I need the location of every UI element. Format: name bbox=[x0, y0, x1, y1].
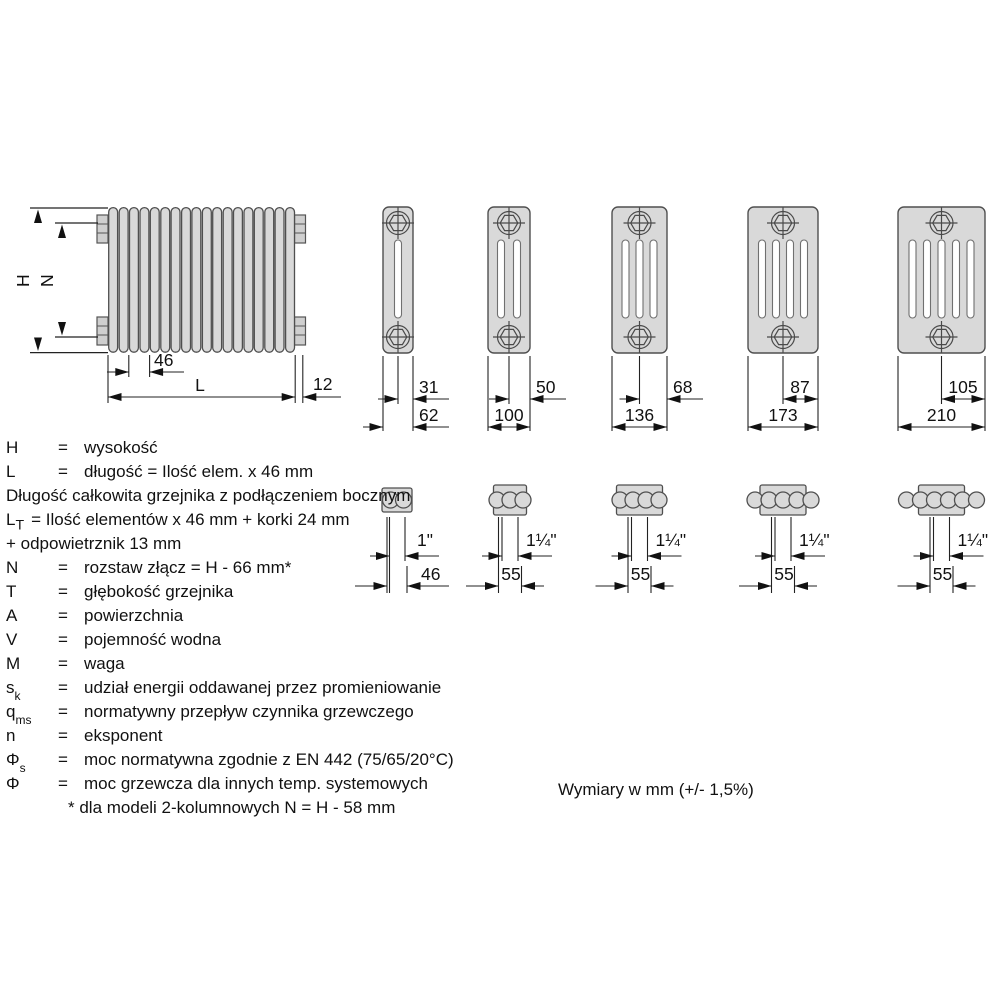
legend-symbol: M bbox=[6, 654, 21, 673]
legend-symbol: L bbox=[6, 462, 16, 481]
legend-row-A bbox=[6, 604, 476, 628]
legend-desc: moc normatywna zgodnie z EN 442 (75/65/20°C) bbox=[84, 750, 454, 769]
legend-symbol: Φ bbox=[6, 774, 20, 793]
legend-row-T bbox=[6, 580, 476, 604]
dim-label-87: 87 bbox=[790, 377, 810, 397]
legend-symbol: n bbox=[6, 726, 16, 745]
legend-note-total-length: Długość całkowita grzejnika z podłączeniem bocznym bbox=[6, 486, 411, 505]
dim-label-conn: 1¼" bbox=[526, 530, 557, 550]
legend-symbol: A bbox=[6, 606, 18, 625]
cross-section-5col bbox=[748, 207, 818, 431]
dimensions-tolerance-note: Wymiary w mm (+/- 1,5%) bbox=[558, 780, 754, 799]
legend-desc: = Ilość elementów x 46 mm + korki 24 mm bbox=[31, 510, 350, 529]
dim-label-pitch: 55 bbox=[501, 564, 521, 584]
dim-114in-55 bbox=[596, 517, 687, 593]
dim-label-46: 46 bbox=[154, 350, 174, 370]
dim-68-136 bbox=[612, 356, 703, 431]
legend-symbol: Φ bbox=[6, 750, 20, 769]
dim-label-L: L bbox=[195, 375, 205, 395]
legend-row-N bbox=[6, 556, 476, 580]
dim-label-136: 136 bbox=[624, 405, 655, 425]
legend-subscript: k bbox=[14, 689, 21, 704]
cross-section-4col bbox=[612, 207, 703, 431]
legend-desc: waga bbox=[84, 654, 125, 673]
dimension-element-46 bbox=[107, 350, 184, 403]
dimension-side-12 bbox=[303, 355, 341, 403]
legend-subscript: ms bbox=[15, 713, 32, 728]
equals-sign: = bbox=[58, 462, 68, 481]
dim-105-210 bbox=[898, 356, 985, 431]
legend-note-vent: + odpowietrznik 13 mm bbox=[6, 534, 182, 553]
dim-label-173: 173 bbox=[768, 405, 798, 425]
equals-sign: = bbox=[58, 558, 68, 577]
front-plug-top-left bbox=[97, 215, 108, 243]
legend-desc: powierzchnia bbox=[84, 606, 184, 625]
dim-label-pitch: 55 bbox=[932, 564, 953, 584]
legend-subscript: T bbox=[15, 517, 25, 534]
legend-symbol: s bbox=[6, 678, 15, 697]
height-label: H bbox=[13, 274, 33, 287]
legend-desc: rozstaw złącz = H - 66 mm* bbox=[84, 558, 292, 577]
equals-sign: = bbox=[58, 654, 68, 673]
cross-section-3col bbox=[488, 207, 566, 431]
legend-symbol: N bbox=[6, 558, 19, 577]
legend-row-sk bbox=[6, 676, 476, 704]
legend-footnote-2col: * dla modeli 2-kolumnowych N = H - 58 mm bbox=[68, 798, 396, 817]
dim-50-100 bbox=[488, 356, 566, 431]
dimension-N bbox=[37, 223, 98, 337]
top-view-5col bbox=[739, 485, 830, 593]
legend-subscript: s bbox=[19, 761, 26, 776]
equals-sign: = bbox=[58, 750, 68, 769]
legend-row-LT bbox=[6, 508, 476, 532]
legend-desc: pojemność wodna bbox=[84, 630, 222, 649]
dim-label-68: 68 bbox=[673, 377, 693, 397]
front-view bbox=[97, 208, 306, 353]
dim-label-conn: 1¼" bbox=[957, 530, 989, 550]
equals-sign: = bbox=[58, 678, 68, 697]
equals-sign: = bbox=[58, 702, 68, 721]
legend-symbol: T bbox=[6, 582, 17, 601]
legend-row-H bbox=[6, 436, 476, 460]
top-view-3col bbox=[466, 485, 557, 593]
dim-114in-55 bbox=[466, 517, 557, 593]
legend-row-L bbox=[6, 460, 476, 484]
legend-symbol: q bbox=[6, 702, 16, 721]
dim-label-210: 210 bbox=[926, 405, 957, 425]
dim-label-50: 50 bbox=[536, 377, 556, 397]
dim-label-conn: 1¼" bbox=[799, 530, 830, 550]
equals-sign: = bbox=[58, 582, 68, 601]
cross-section-2col bbox=[363, 207, 449, 431]
equals-sign: = bbox=[58, 606, 68, 625]
dim-114in-55 bbox=[739, 517, 830, 593]
dim-114in-55 bbox=[898, 517, 989, 593]
dim-87-173 bbox=[748, 356, 818, 431]
legend-desc: głębokość grzejnika bbox=[84, 582, 234, 601]
legend-desc: moc grzewcza dla innych temp. systemowych bbox=[84, 774, 428, 793]
top-view-4col bbox=[596, 485, 687, 593]
legend-symbol: H bbox=[6, 438, 19, 457]
dim-31-62 bbox=[363, 356, 449, 431]
legend-desc: normatywny przepływ czynnika grzewczego bbox=[84, 702, 414, 721]
legend-row-V bbox=[6, 628, 476, 652]
equals-sign: = bbox=[58, 630, 68, 649]
legend-symbol: V bbox=[6, 630, 18, 649]
dim-label-31: 31 bbox=[419, 377, 439, 397]
dim-label-conn: 1¼" bbox=[655, 530, 687, 550]
dim-label-100: 100 bbox=[494, 405, 524, 425]
legend-row-phi bbox=[6, 772, 476, 796]
legend-symbol: L bbox=[6, 510, 16, 529]
legend-desc: eksponent bbox=[84, 726, 163, 745]
equals-sign: = bbox=[58, 774, 68, 793]
connector-spacing-label: N bbox=[37, 274, 57, 287]
dim-label-pitch: 55 bbox=[774, 564, 794, 584]
top-view-6col bbox=[898, 485, 989, 593]
front-plug-top-right bbox=[295, 215, 306, 243]
dim-label-105: 105 bbox=[948, 377, 978, 397]
dim-label-conn-1in: 1" bbox=[417, 530, 433, 550]
dim-label-62: 62 bbox=[419, 405, 439, 425]
cross-section-6col bbox=[898, 207, 985, 431]
legend-desc: długość = Ilość elem. x 46 mm bbox=[84, 462, 314, 481]
legend-row-phi-s bbox=[6, 748, 476, 776]
dimension-length-L bbox=[108, 355, 295, 403]
front-radiator-elements bbox=[109, 208, 295, 353]
equals-sign: = bbox=[58, 438, 68, 457]
dim-label-pitch-46: 46 bbox=[421, 564, 441, 584]
front-plug-bottom-right bbox=[295, 317, 306, 345]
legend-desc: udział energii oddawanej przez promieniowanie bbox=[84, 678, 442, 697]
equals-sign: = bbox=[58, 726, 68, 745]
legend-row-qms bbox=[6, 700, 476, 728]
legend-desc: wysokość bbox=[84, 438, 158, 457]
symbol-legend bbox=[6, 436, 476, 820]
legend-row-n bbox=[6, 724, 476, 748]
dim-label-12: 12 bbox=[313, 374, 333, 394]
dim-label-pitch: 55 bbox=[630, 564, 651, 584]
legend-row-M bbox=[6, 652, 476, 676]
front-plug-bottom-left bbox=[97, 317, 108, 345]
